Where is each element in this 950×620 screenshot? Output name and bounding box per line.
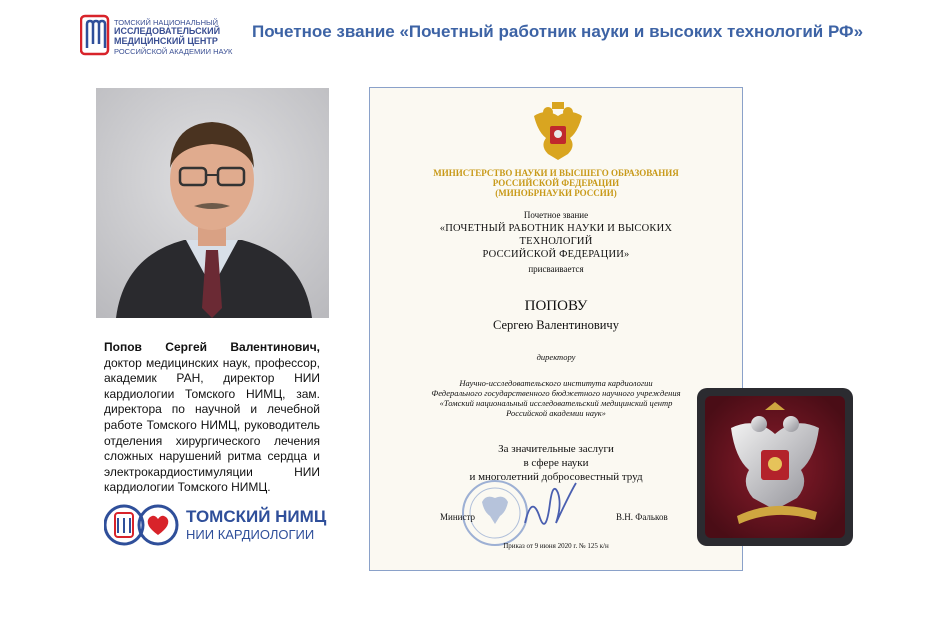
cert-order: Приказ от 9 июня 2020 г. № 125 к/н [503, 542, 609, 550]
cert-award-title-3: РОССИЙСКОЙ ФЕДЕРАЦИИ» [482, 249, 630, 260]
header-logo [80, 14, 260, 64]
double-headed-eagle-emblem-icon [530, 102, 586, 162]
logo-line-2: ИССЛЕДОВАТЕЛЬСКИЙ [114, 26, 221, 36]
cert-given-names: Сергею Валентиновичу [493, 318, 619, 332]
cert-merit-2: в сфере науки [523, 457, 589, 469]
cert-award-caption: Почетное звание [523, 210, 589, 220]
award-badge-icon [697, 388, 853, 546]
bio-text [104, 340, 320, 496]
cert-merit-1: За значительные заслуги [498, 443, 614, 455]
cert-institution-2: Федерального государственного бюджетного научного учреждения [431, 388, 681, 398]
cert-institution-3: «Томский национальный исследовательский медицинский центр [439, 398, 673, 408]
footer-logo [104, 503, 327, 547]
cert-awarded: присваивается [528, 264, 584, 274]
cert-surname: ПОПОВУ [524, 298, 588, 314]
cert-merit-3: и многолетний добросовестный труд [469, 471, 643, 483]
portrait-photo [96, 88, 329, 318]
award-badge-photo [697, 388, 853, 546]
cert-ministry-line-1: МИНИСТЕРСТВО НАУКИ И ВЫСШЕГО ОБРАЗОВАНИЯ [433, 168, 679, 178]
cert-signer-name: В.Н. Фальков [616, 512, 668, 522]
cert-ministry-line-2: РОССИЙСКОЙ ФЕДЕРАЦИИ [492, 178, 620, 188]
tnimc-logo-icon [80, 14, 110, 56]
footer-logo-line-1: ТОМСКИЙ НИМЦ [186, 507, 327, 526]
certificate [369, 87, 743, 571]
logo-line-1: ТОМСКИЙ НАЦИОНАЛЬНЫЙ [114, 18, 219, 27]
logo-line-3: МЕДИЦИНСКИЙ ЦЕНТР [114, 36, 218, 46]
bio-name: Попов Сергей Валентинович, [104, 340, 320, 354]
cert-award-title-2: ТЕХНОЛОГИЙ [519, 236, 593, 247]
cert-ministry-line-3: (МИНОБРНАУКИ РОССИИ) [495, 188, 617, 198]
tnimc-cardiology-logo-icon [104, 503, 180, 547]
cert-institution-4: Российской академии наук» [506, 408, 606, 418]
person-portrait-icon [96, 88, 329, 318]
bio-description: доктор медицинских наук, профессор, академик РАН, директор НИИ кардиологии Томского НИМЦ, зам. директора по научной и лечебной работе Томского НИМЦ, руководитель отделения хирургического лечения сложных нарушений ритма сердца и электрокардиостимуляции НИИ кардиологии Томского НИМЦ. [104, 355, 320, 495]
logo-line-4: РОССИЙСКОЙ АКАДЕМИИ НАУК [114, 47, 233, 56]
cert-signer-role: Министр [440, 512, 475, 522]
signature-icon [520, 473, 580, 543]
footer-logo-line-2: НИИ КАРДИОЛОГИИ [186, 527, 315, 542]
cert-institution-1: Научно-исследовательского института кардиологии [459, 378, 653, 388]
cert-award-title-1: «ПОЧЕТНЫЙ РАБОТНИК НАУКИ И ВЫСОКИХ [439, 223, 673, 234]
cert-position: директору [536, 352, 576, 362]
page-title: Почетное звание «Почетный работник науки и высоких технологий РФ» [252, 22, 864, 41]
